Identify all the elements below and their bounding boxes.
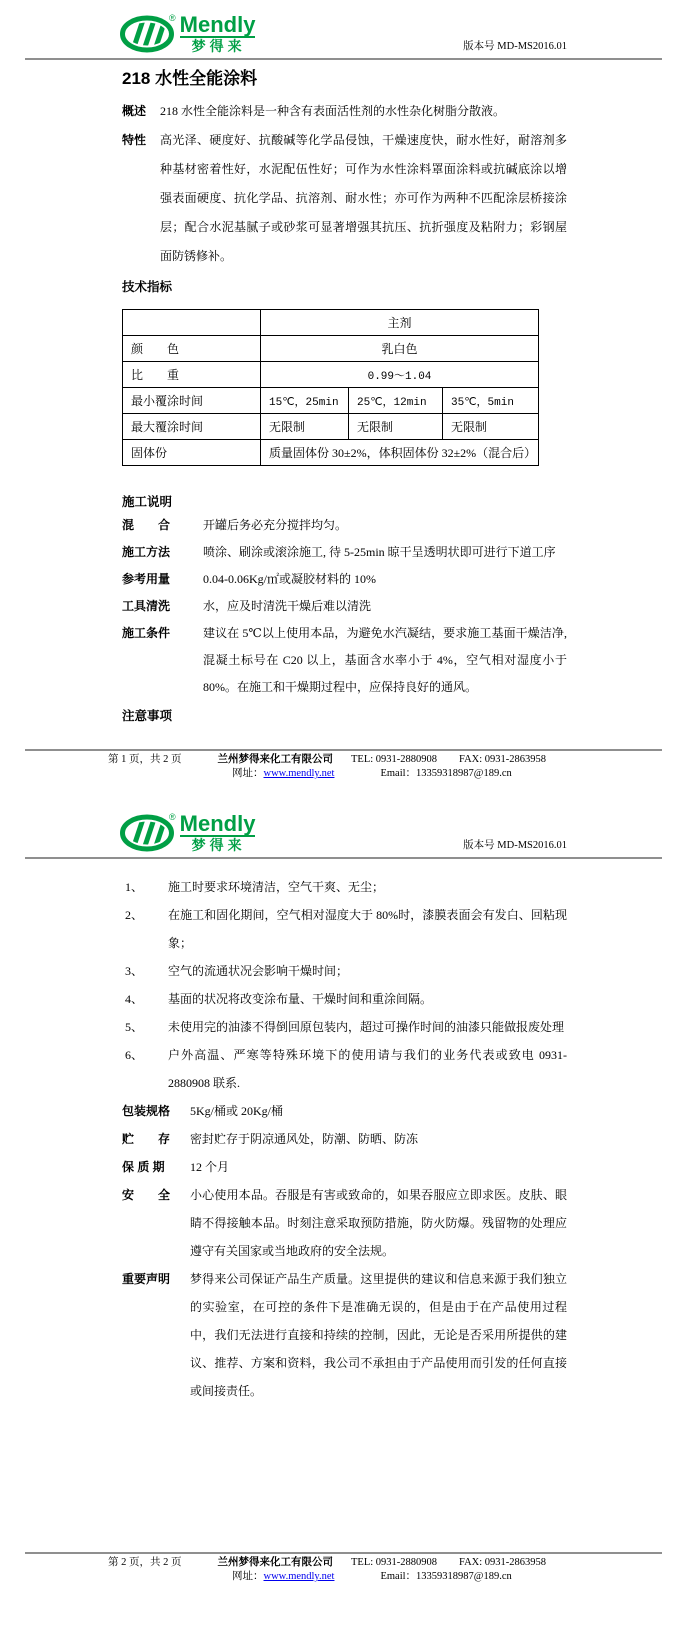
item-label: 包装规格 bbox=[122, 1104, 171, 1118]
email-label: Email： bbox=[380, 768, 417, 779]
version-label: 版本号 MD-MS2016.01 bbox=[463, 41, 567, 52]
caution-item bbox=[125, 873, 567, 901]
page-number: 第 2 页，共 2 页 bbox=[108, 1557, 182, 1568]
registered-trademark-symbol: ® bbox=[169, 812, 176, 822]
email-label: Email： bbox=[380, 1571, 417, 1582]
item-number: 5、 bbox=[125, 1020, 144, 1034]
construction-item-method bbox=[122, 539, 567, 566]
page2-footer bbox=[25, 1552, 662, 1584]
table-cell-value: 0.99～1.04 bbox=[261, 362, 539, 388]
caution-item bbox=[125, 1013, 567, 1041]
company-logo bbox=[120, 813, 255, 853]
item-text: 开罐后务必充分搅拌均匀。 bbox=[203, 518, 348, 532]
table-cell-value: 35℃，5min bbox=[443, 388, 539, 414]
table-row-header bbox=[123, 310, 539, 336]
page-2 bbox=[0, 795, 687, 1638]
item-label: 参考用量 bbox=[122, 572, 171, 586]
registered-trademark-symbol: ® bbox=[169, 13, 176, 23]
table-row-color bbox=[123, 336, 539, 362]
item-text: 户外高温、严寒等特殊环境下的使用请与我们的业务代表或致电 0931-2880908 联系. bbox=[168, 1048, 567, 1090]
tech-specs-heading: 技术指标 bbox=[122, 280, 173, 294]
packaging-spec-item bbox=[122, 1097, 567, 1125]
item-label: 施工方法 bbox=[122, 545, 171, 559]
brand-name-en: Mendly bbox=[179, 811, 256, 836]
item-number: 2、 bbox=[125, 908, 144, 922]
item-text: 施工时要求环境清洁，空气干爽、无尘； bbox=[168, 880, 385, 894]
item-text: 建议在 5℃以上使用本品，为避免水汽凝结，要求施工基面干燥洁净, 混凝土标号在 C20 以上，基面含水率小于 4%，空气相对湿度小于 80%。在施工和干燥期过程中，应保持良好的通风。 bbox=[203, 626, 567, 694]
telephone: TEL: 0931-2880908 bbox=[351, 754, 438, 765]
fax: FAX: 0931-2863958 bbox=[459, 1557, 547, 1568]
website-row bbox=[232, 1570, 334, 1584]
overview-row bbox=[122, 97, 567, 126]
table-row-solids bbox=[123, 440, 539, 466]
company-name: 兰州梦得来化工有限公司 bbox=[217, 1557, 333, 1568]
caution-item bbox=[125, 901, 567, 957]
table-cell-value: 无限制 bbox=[261, 414, 349, 440]
item-text: 梦得来公司保证产品生产质量。这里提供的建议和信息来源于我们独立的实验室，在可控的条件下是准确无误的，但是由于在产品使用过程中，我们无法进行直接和持续的控制，因此，无论是否采用所提供的建议、推荐、方案和资料，我公司不承担由于产品使用而引发的任何直接或间接责任。 bbox=[190, 1272, 567, 1398]
item-label: 重要声明 bbox=[122, 1272, 171, 1286]
disclaimer-item bbox=[122, 1265, 567, 1405]
mendly-logo-icon bbox=[120, 813, 176, 853]
table-cell-value: 25℃，12min bbox=[349, 388, 443, 414]
brand-wordmark bbox=[180, 813, 256, 853]
item-text: 小心使用本品。吞服是有害或致命的，如果吞服应立即求医。皮肤、眼睛不得接触本品。时刻注意采取预防措施，防火防爆。残留物的处理应遵守有关国家或当地政府的安全法规。 bbox=[190, 1188, 567, 1258]
item-number: 3、 bbox=[125, 964, 144, 978]
website-link[interactable]: www.mendly.net bbox=[263, 768, 335, 779]
page1-header bbox=[25, 0, 662, 60]
caution-item bbox=[125, 985, 567, 1013]
item-number: 1、 bbox=[125, 880, 144, 894]
version-label: 版本号 MD-MS2016.01 bbox=[463, 840, 567, 851]
item-label: 贮 存 bbox=[122, 1132, 171, 1146]
item-label: 安 全 bbox=[122, 1188, 171, 1202]
caution-item bbox=[125, 957, 567, 985]
features-row bbox=[122, 126, 567, 271]
item-label: 工具清洗 bbox=[122, 599, 171, 613]
shelf-life-item bbox=[122, 1153, 567, 1181]
company-logo bbox=[120, 14, 255, 54]
mendly-logo-icon bbox=[120, 14, 176, 54]
item-text: 5Kg/桶或 20Kg/桶 bbox=[190, 1104, 284, 1118]
table-cell-value: 无限制 bbox=[349, 414, 443, 440]
telephone: TEL: 0931-2880908 bbox=[351, 1557, 438, 1568]
construction-item-conditions bbox=[122, 620, 567, 701]
table-cell-main-agent: 主剂 bbox=[261, 310, 539, 336]
item-label: 混 合 bbox=[122, 518, 171, 532]
tech-specs-table bbox=[122, 309, 539, 466]
table-cell-value: 质量固体份 30±2%，体积固体份 32±2%（混合后） bbox=[261, 440, 539, 466]
item-text: 水，应及时清洗干燥后难以清洗 bbox=[203, 599, 372, 613]
email-address: 13359318987@189.cn bbox=[416, 768, 512, 779]
table-cell-label: 最小覆涂时间 bbox=[123, 388, 261, 414]
item-text: 在施工和固化期间，空气相对湿度大于 80%时，漆膜表面会有发白、回粘现象； bbox=[168, 908, 567, 950]
table-cell-value: 乳白色 bbox=[261, 336, 539, 362]
email-row bbox=[380, 767, 511, 781]
item-text: 喷涂、刷涂或滚涂施工, 待 5-25min 晾干呈透明状即可进行下道工序 bbox=[203, 545, 556, 559]
construction-item-dosage bbox=[122, 566, 567, 593]
features-label: 特性 bbox=[122, 133, 147, 147]
overview-text: 218 水性全能涂料是一种含有表面活性剂的水性杂化树脂分散液。 bbox=[160, 104, 506, 118]
item-text: 未使用完的油漆不得倒回原包装内，超过可操作时间的油漆只能做报废处理 bbox=[168, 1020, 565, 1034]
brand-name-cn: 梦得来 bbox=[191, 837, 246, 853]
email-address: 13359318987@189.cn bbox=[416, 1571, 512, 1582]
cautions-list bbox=[0, 873, 687, 1097]
table-cell-value: 15℃，25min bbox=[261, 388, 349, 414]
page-1 bbox=[0, 0, 687, 795]
footer-row-1 bbox=[25, 753, 662, 767]
brand-wordmark bbox=[180, 14, 256, 54]
table-cell-empty bbox=[123, 310, 261, 336]
company-name: 兰州梦得来化工有限公司 bbox=[217, 754, 333, 765]
page-title: 218 水性全能涂料 bbox=[122, 69, 258, 88]
page2-header bbox=[25, 795, 662, 859]
cautions-heading: 注意事项 bbox=[122, 709, 173, 723]
item-text: 基面的状况将改变涂布量、干燥时间和重涂间隔。 bbox=[168, 992, 433, 1006]
table-row-max-recoat bbox=[123, 414, 539, 440]
page1-content bbox=[0, 97, 687, 726]
item-text: 0.04-0.06Kg/㎡或凝胶材料的 10% bbox=[203, 572, 376, 586]
brand-name-en: Mendly bbox=[179, 12, 256, 37]
email-row bbox=[380, 1570, 511, 1584]
construction-heading: 施工说明 bbox=[122, 495, 173, 509]
table-row-gravity bbox=[123, 362, 539, 388]
website-link[interactable]: www.mendly.net bbox=[263, 1571, 335, 1582]
item-label: 施工条件 bbox=[122, 626, 171, 640]
item-label: 保 质 期 bbox=[122, 1160, 165, 1174]
table-cell-label: 颜 色 bbox=[123, 336, 261, 362]
website-label: 网址： bbox=[232, 768, 264, 779]
construction-item-mixing bbox=[122, 512, 567, 539]
safety-item bbox=[122, 1181, 567, 1265]
website-label: 网址： bbox=[232, 1571, 264, 1582]
footer-row-2 bbox=[25, 1570, 662, 1584]
page-number: 第 1 页，共 2 页 bbox=[108, 754, 182, 765]
page1-footer bbox=[25, 749, 662, 781]
table-cell-label: 最大覆涂时间 bbox=[123, 414, 261, 440]
caution-item bbox=[125, 1041, 567, 1097]
footer-row-1 bbox=[25, 1556, 662, 1570]
construction-item-tool-cleaning bbox=[122, 593, 567, 620]
item-number: 4、 bbox=[125, 992, 144, 1006]
storage-item bbox=[122, 1125, 567, 1153]
table-cell-label: 固体份 bbox=[123, 440, 261, 466]
item-text: 密封贮存于阴凉通风处，防潮、防晒、防冻 bbox=[190, 1132, 419, 1146]
item-text: 空气的流通状况会影响干燥时间； bbox=[168, 964, 349, 978]
table-cell-label: 比 重 bbox=[123, 362, 261, 388]
page2-content bbox=[0, 1097, 687, 1405]
item-number: 6、 bbox=[125, 1048, 144, 1062]
table-cell-value: 无限制 bbox=[443, 414, 539, 440]
footer-row-2 bbox=[25, 767, 662, 781]
website-row bbox=[232, 767, 334, 781]
table-row-min-recoat bbox=[123, 388, 539, 414]
brand-name-cn: 梦得来 bbox=[191, 38, 246, 54]
overview-label: 概述 bbox=[122, 104, 147, 118]
fax: FAX: 0931-2863958 bbox=[459, 754, 547, 765]
features-text: 高光泽、硬度好、抗酸碱等化学品侵蚀，干燥速度快，耐水性好，耐溶剂多种基材密着性好，水泥配伍性好；可作为水性涂料罩面涂料或抗碱底涂以增强表面硬度、抗化学品、抗溶剂、耐水性；亦可作为两种不匹配涂层桥接涂层；配合水泥基腻子或砂浆可显著增强其抗压、抗折强度及粘附力；彩钢屋面防锈修补。 bbox=[160, 133, 567, 263]
item-text: 12 个月 bbox=[190, 1160, 230, 1174]
